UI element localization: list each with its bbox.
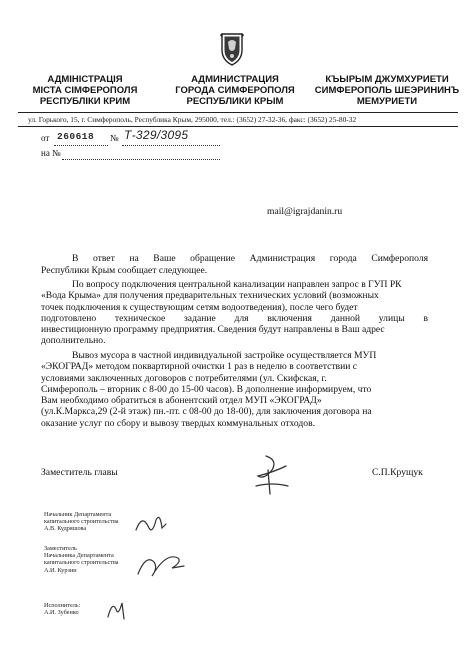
approval-line: А.В. Кудряшова: [44, 525, 87, 533]
header-left-line: МІСТА СІМФЕРОПОЛЯ: [32, 85, 138, 96]
approval-block: [44, 602, 80, 616]
paragraph-sewage: [41, 279, 428, 347]
approval-block: [44, 511, 119, 533]
registration-number: Т-329/3095: [124, 128, 189, 142]
paragraph-line: По вопросу подключения центральной канализации направлен запрос в ГУП РК: [72, 279, 402, 290]
recipient-email: mail@igrajdanin.ru: [267, 206, 343, 217]
approval-line: капитального строительства: [44, 518, 119, 526]
approval-line: Начальника Департамента: [44, 552, 114, 560]
header-center-line: РЕСПУБЛИКИ КРЫМ: [186, 96, 284, 107]
date-stamp: 260618: [57, 131, 95, 142]
approval-line: Исполнитель:: [44, 602, 81, 609]
header-center-block: [166, 74, 304, 107]
address-line: ул. Горького, 15, г. Симферополь, Республика Крым, 295000, тел.: (3652) 27-32-36, факс: (3652) 25-80-32: [28, 115, 357, 124]
handwritten-signature: [248, 452, 294, 498]
signatory-title: Заместитель главы: [41, 467, 118, 478]
approval-line: капитального строительства: [44, 559, 119, 567]
header-center-line: АДМИНИСТРАЦИЯ: [191, 74, 279, 85]
paragraph-line: Симферополь – вторник с 8-00 до 15-00 часов). В дополнение информируем, что: [41, 383, 372, 395]
paragraph-waste: [41, 350, 428, 429]
coat-of-arms-icon: [218, 32, 246, 66]
paragraph-line: (ул.К.Маркса,29 (2-й этаж) пн.-пт. с 08-00 до 18-00), для заключения договора на: [41, 406, 372, 418]
number-label: №: [110, 133, 119, 143]
reference-number-label: на №: [41, 148, 61, 158]
reference-field-underline: [62, 159, 220, 160]
header-right-line: КЪЫРЫМ ДЖУМХУРИЕТИ: [325, 74, 449, 85]
header-right-line: МЕМУРИЕТИ: [356, 96, 418, 107]
approval-block: [44, 545, 119, 574]
header-center-line: ГОРОДА СИМФЕРОПОЛЯ: [175, 85, 295, 96]
approval-line: А.И. Зубенко: [44, 609, 79, 617]
paragraph-line: Вывоз мусора в частной индивидуальной застройке осуществляется МУП: [72, 350, 377, 361]
approval-line: А.И. Курзин: [44, 566, 77, 574]
paragraph-line: «Вода Крыма» для получения предварительных технических условий (возможных: [41, 290, 379, 302]
approval-line: Заместитель: [44, 545, 77, 552]
header-rule-top: [18, 112, 458, 113]
approval-signature: [132, 510, 170, 542]
number-field-underline: [122, 145, 220, 146]
from-label: от: [41, 133, 50, 143]
paragraph-line: подготовлено техническое задание для включения данной улицы в: [41, 312, 428, 324]
approval-line: Начальник Департамента: [44, 511, 112, 518]
header-left-line: РЕСПУБЛІКИ КРИМ: [39, 96, 131, 107]
approval-signature: [102, 595, 130, 625]
approval-signature: [132, 548, 188, 584]
date-field-underline: [54, 145, 108, 146]
paragraph-line: оказание услуг по сбору и вывозу твердых коммунальных отходов.: [41, 417, 315, 429]
header-right-block: [312, 74, 462, 107]
paragraph-line: «ЭКОГРАД» методом поквартирной очистки 1 раз в неделю в соответствии с: [41, 361, 358, 373]
intro-line: Республики Крым сообщает следующее.: [41, 265, 208, 276]
signatory-name: С.П.Крущук: [372, 467, 423, 478]
header-left-block: [18, 74, 152, 107]
header-rule-bottom: [18, 126, 458, 127]
header-right-line: СИМФЕРОПОЛЬ ШЕЭРИНИНЪ: [314, 85, 460, 96]
paragraph-line: условиями заключенных договоров с потребителями (ул. Скифская, г.: [41, 372, 327, 384]
intro-line: В ответ на Ваше обращение Администрация города Симферополя: [72, 253, 428, 264]
paragraph-line: инвестиционную программу предприятия. Сведения будут направлены в Ваш адрес: [41, 324, 385, 336]
paragraph-line: дополнительно.: [41, 335, 106, 347]
header-left-line: АДМІНІСТРАЦІЯ: [47, 74, 123, 85]
paragraph-line: точек подключения к существующим сетям водоотведения), после чего будет: [41, 301, 358, 313]
paragraph-line: Вам необходимо обратиться в абонентский отдел МУП «ЭКОГРАД»: [41, 395, 322, 407]
